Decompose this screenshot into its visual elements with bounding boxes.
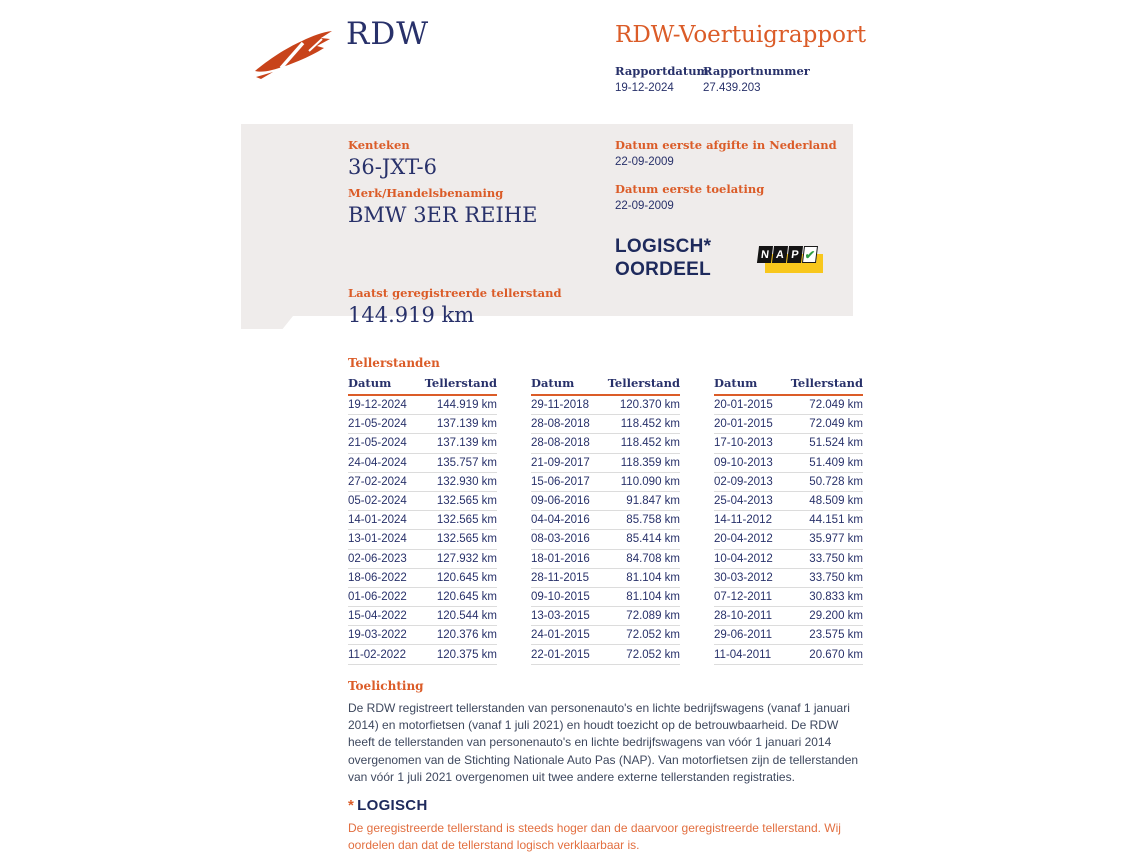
brand-text: RDW <box>346 16 430 52</box>
tellerstand-label: Laatst geregistreerde tellerstand <box>348 286 562 300</box>
meter-reading-date: 27-02-2024 <box>348 475 407 488</box>
meter-reading-date: 09-10-2013 <box>714 456 773 469</box>
report-meta <box>615 64 834 94</box>
meter-reading-value: 20.670 km <box>809 648 863 661</box>
tellerstand-header: Tellerstand <box>790 376 863 390</box>
meter-reading-date: 20-01-2015 <box>714 399 773 412</box>
meter-reading-value: 118.452 km <box>620 437 680 450</box>
meter-reading-value: 144.919 km <box>436 399 497 412</box>
meter-reading-value: 118.359 km <box>620 456 680 469</box>
meter-reading-value: 135.757 km <box>436 456 497 469</box>
kenteken-label: Kenteken <box>348 138 410 152</box>
meter-reading-date: 21-09-2017 <box>531 456 590 469</box>
meter-reading-value: 72.049 km <box>809 399 863 412</box>
report-date-value: 19-12-2024 <box>615 82 674 94</box>
footnote-body: De geregistreerde tellerstand is steeds hoger dan de daarvoor geregistreerde tellerstand. Wij oordelen dan dat de tellerstand logisch verklaarbaar is. <box>348 821 841 853</box>
meter-reading-row <box>348 415 497 434</box>
meter-reading-date: 11-02-2022 <box>348 648 406 661</box>
meter-reading-date: 20-01-2015 <box>714 418 773 431</box>
meter-reading-date: 09-06-2016 <box>531 495 590 508</box>
footnote-heading <box>348 797 864 814</box>
meter-reading-row <box>531 588 680 607</box>
meter-reading-date: 30-03-2012 <box>714 571 773 584</box>
datum-header: Datum <box>714 376 758 390</box>
meter-reading-value: 48.509 km <box>809 495 863 508</box>
meter-reading-row <box>348 454 497 473</box>
tellerstand-value: 144.919 km <box>348 303 475 327</box>
verdict-line1: LOGISCH* <box>615 236 712 257</box>
nap-check-icon: ✔ <box>802 246 818 263</box>
meter-reading-date: 01-06-2022 <box>348 590 407 603</box>
meter-reading-date: 25-04-2013 <box>714 495 773 508</box>
meter-reading-value: 51.524 km <box>809 437 863 450</box>
meter-reading-date: 21-05-2024 <box>348 418 407 431</box>
meter-reading-date: 29-11-2018 <box>531 399 589 412</box>
meter-reading-value: 132.565 km <box>436 495 497 508</box>
meter-reading-row <box>531 530 680 549</box>
meter-reading-value: 72.052 km <box>626 629 680 642</box>
toelating-value: 22-09-2009 <box>615 200 674 212</box>
meter-reading-value: 44.151 km <box>809 514 863 527</box>
meter-reading-row <box>714 454 863 473</box>
meter-reading-row <box>531 607 680 626</box>
meter-reading-date: 19-03-2022 <box>348 629 407 642</box>
footnote-title: LOGISCH <box>357 797 428 815</box>
meter-reading-value: 50.728 km <box>809 475 863 488</box>
meter-reading-row <box>714 588 863 607</box>
meter-reading-value: 120.370 km <box>619 399 680 412</box>
meter-reading-date: 02-09-2013 <box>714 475 773 488</box>
meter-reading-row <box>531 569 680 588</box>
meter-reading-value: 127.932 km <box>436 552 497 565</box>
table-column <box>348 376 497 665</box>
meter-reading-row <box>714 626 863 645</box>
meter-reading-date: 28-08-2018 <box>531 437 590 450</box>
meter-reading-row <box>531 492 680 511</box>
meter-reading-date: 07-12-2011 <box>714 590 772 603</box>
meter-reading-date: 08-03-2016 <box>531 533 590 546</box>
meter-reading-row <box>531 645 680 664</box>
meter-reading-value: 29.200 km <box>809 610 863 623</box>
meter-reading-row <box>348 588 497 607</box>
meter-reading-date: 18-06-2022 <box>348 571 407 584</box>
meter-reading-row <box>348 396 497 415</box>
tellerstand-header: Tellerstand <box>607 376 680 390</box>
meter-reading-value: 91.847 km <box>626 495 680 508</box>
meter-reading-row <box>348 607 497 626</box>
datum-header: Datum <box>348 376 392 390</box>
meter-reading-date: 28-11-2015 <box>531 571 589 584</box>
meter-reading-date: 05-02-2024 <box>348 495 407 508</box>
rdw-logo-icon <box>252 20 336 80</box>
nap-letter-tile: A <box>772 246 788 263</box>
meter-reading-value: 120.375 km <box>436 648 497 661</box>
meter-reading-date: 15-06-2017 <box>531 475 590 488</box>
meter-reading-row <box>714 550 863 569</box>
meter-reading-row <box>531 550 680 569</box>
meter-reading-date: 24-04-2024 <box>348 456 407 469</box>
meter-reading-date: 14-11-2012 <box>714 514 772 527</box>
meter-reading-row <box>348 569 497 588</box>
meter-reading-date: 13-03-2015 <box>531 610 590 623</box>
meter-reading-value: 132.565 km <box>436 514 497 527</box>
meter-reading-value: 30.833 km <box>809 590 863 603</box>
meter-reading-date: 19-12-2024 <box>348 399 407 412</box>
meter-reading-value: 84.708 km <box>626 552 680 565</box>
meter-reading-value: 72.052 km <box>626 648 680 661</box>
meter-reading-date: 04-04-2016 <box>531 514 590 527</box>
meter-reading-row <box>531 454 680 473</box>
meter-reading-value: 35.977 km <box>809 533 863 546</box>
meter-reading-date: 22-01-2015 <box>531 648 590 661</box>
meter-reading-date: 17-10-2013 <box>714 437 773 450</box>
report-number-value: 27.439.203 <box>703 82 761 94</box>
meter-reading-row <box>531 626 680 645</box>
meter-reading-row <box>714 492 863 511</box>
meter-reading-row <box>714 569 863 588</box>
footnote-asterisk: * <box>348 797 355 815</box>
meter-reading-row <box>531 473 680 492</box>
meter-reading-value: 120.645 km <box>436 590 497 603</box>
merk-value: BMW 3ER REIHE <box>348 203 538 227</box>
meter-reading-date: 29-06-2011 <box>714 629 772 642</box>
nap-letter-tile: N <box>757 246 773 263</box>
meter-reading-row <box>714 530 863 549</box>
meter-reading-row <box>348 530 497 549</box>
meter-reading-value: 120.645 km <box>436 571 497 584</box>
report-date-label: Rapportdatum <box>615 64 709 78</box>
meter-reading-value: 33.750 km <box>809 552 863 565</box>
meter-reading-date: 18-01-2016 <box>531 552 590 565</box>
meter-reading-row <box>348 626 497 645</box>
afgifte-value: 22-09-2009 <box>615 156 674 168</box>
table-column <box>531 376 680 665</box>
meter-reading-value: 118.452 km <box>620 418 680 431</box>
meter-reading-row <box>714 607 863 626</box>
meter-reading-date: 24-01-2015 <box>531 629 590 642</box>
meter-reading-value: 110.090 km <box>620 475 680 488</box>
report-number-label: Rapportnummer <box>703 64 810 78</box>
meter-reading-row <box>714 645 863 664</box>
meter-reading-date: 13-01-2024 <box>348 533 407 546</box>
meter-reading-value: 137.139 km <box>436 418 497 431</box>
meter-reading-row <box>348 434 497 453</box>
tellerstand-header: Tellerstand <box>424 376 497 390</box>
meter-reading-row <box>531 511 680 530</box>
afgifte-label: Datum eerste afgifte in Nederland <box>615 138 837 152</box>
meter-reading-value: 81.104 km <box>626 590 680 603</box>
table-title: Tellerstanden <box>348 356 440 370</box>
toelichting-title: Toelichting <box>348 678 424 693</box>
meter-reading-value: 81.104 km <box>626 571 680 584</box>
meter-reading-value: 132.565 km <box>436 533 497 546</box>
nap-logo <box>758 246 828 278</box>
page-title: RDW-Voertuigrapport <box>615 22 867 48</box>
toelichting-body: De RDW registreert tellerstanden van personenauto's en lichte bedrijfswagens (vanaf 1 januari 2014) en motorfietsen (vanaf 1 juli 2021) en houdt toezicht op de betrouwbaarheid. De RDW heeft de tellerstanden van personenauto's en lichte bedrijfswagens van vóór 1 januari 2014 overgenomen van de Stichting Nationale Auto Pas (NAP). Van motorfietsen zijn de tellerstanden van vóór 1 juli 2021 overgenomen uit twee andere externe tellerstanden registraties. <box>348 700 859 784</box>
verdict-line2: OORDEEL <box>615 259 712 280</box>
meter-reading-value: 132.930 km <box>436 475 497 488</box>
meter-reading-date: 28-10-2011 <box>714 610 772 623</box>
meter-reading-row <box>714 434 863 453</box>
toelating-label: Datum eerste toelating <box>615 182 765 196</box>
meter-reading-value: 137.139 km <box>436 437 497 450</box>
meter-reading-row <box>531 434 680 453</box>
meter-reading-row <box>714 473 863 492</box>
vehicle-summary-panel <box>241 124 853 327</box>
kenteken-value: 36-JXT-6 <box>348 155 437 179</box>
meter-reading-date: 28-08-2018 <box>531 418 590 431</box>
meter-reading-row <box>531 415 680 434</box>
meter-reading-value: 85.758 km <box>626 514 680 527</box>
meter-reading-row <box>531 396 680 415</box>
meter-reading-date: 10-04-2012 <box>714 552 773 565</box>
meter-reading-date: 15-04-2022 <box>348 610 407 623</box>
meter-reading-value: 85.414 km <box>626 533 680 546</box>
meter-readings-table <box>348 376 864 665</box>
meter-reading-date: 02-06-2023 <box>348 552 407 565</box>
meter-reading-value: 51.409 km <box>809 456 863 469</box>
meter-reading-value: 23.575 km <box>809 629 863 642</box>
meter-reading-value: 72.049 km <box>809 418 863 431</box>
meter-reading-value: 120.376 km <box>436 629 497 642</box>
meter-reading-row <box>714 415 863 434</box>
meter-reading-value: 120.544 km <box>436 610 497 623</box>
meter-reading-date: 09-10-2015 <box>531 590 590 603</box>
datum-header: Datum <box>531 376 575 390</box>
meter-reading-row <box>348 473 497 492</box>
merk-label: Merk/Handelsbenaming <box>348 186 504 200</box>
meter-reading-row <box>714 511 863 530</box>
meter-reading-row <box>348 645 497 664</box>
meter-reading-value: 33.750 km <box>809 571 863 584</box>
meter-reading-date: 11-04-2011 <box>714 648 772 661</box>
meter-reading-date: 21-05-2024 <box>348 437 407 450</box>
nap-letter-tile: P <box>787 246 803 263</box>
meter-reading-date: 20-04-2012 <box>714 533 773 546</box>
meter-reading-row <box>348 492 497 511</box>
meter-reading-row <box>714 396 863 415</box>
meter-reading-date: 14-01-2024 <box>348 514 407 527</box>
table-column <box>714 376 863 665</box>
meter-reading-row <box>348 550 497 569</box>
meter-reading-value: 72.089 km <box>626 610 680 623</box>
meter-reading-row <box>348 511 497 530</box>
